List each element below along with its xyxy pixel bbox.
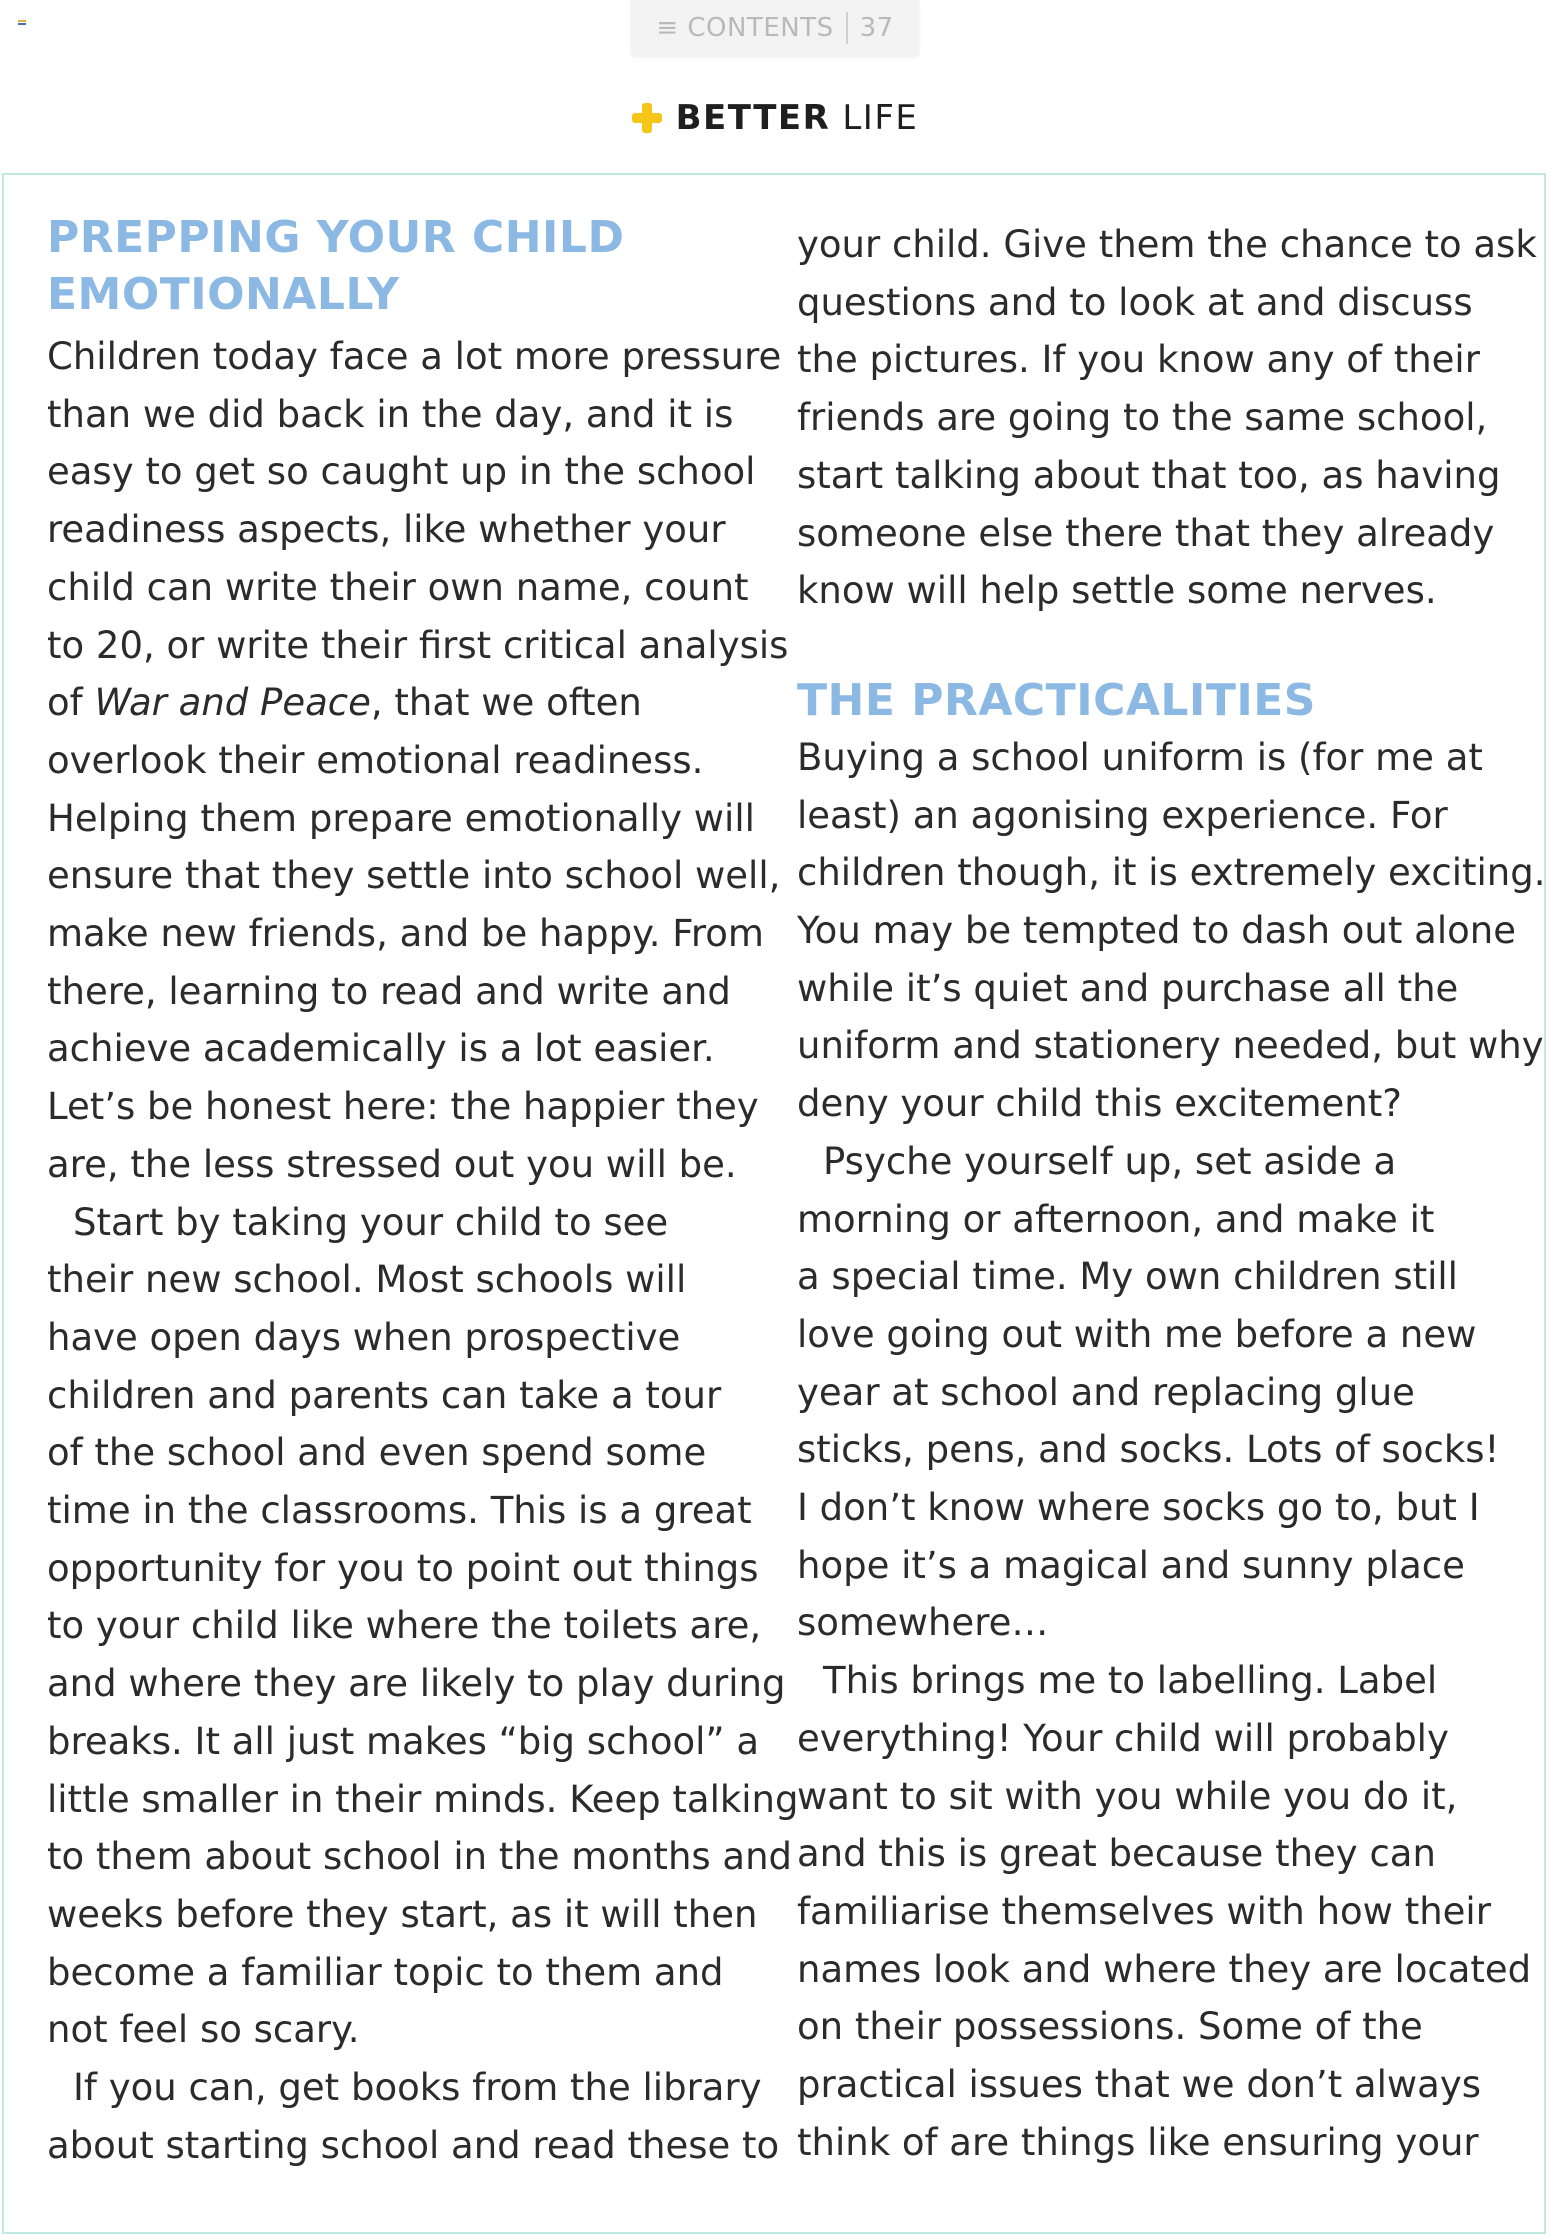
text-line: achieve academically is a lot easier. <box>47 1027 715 1071</box>
text-line: there, learning to read and write and <box>47 969 731 1013</box>
text-line: opportunity for you to point out things <box>47 1546 759 1590</box>
text-line: practical issues that we don’t always <box>797 2063 1481 2107</box>
text-line: a special time. My own children still <box>797 1255 1458 1299</box>
text-line: little smaller in their minds. Keep talking <box>47 1777 799 1821</box>
text-fragment: of <box>47 681 95 725</box>
text-line: Helping them prepare emotionally will <box>47 796 755 840</box>
text-line: readiness aspects, like whether your <box>47 508 726 552</box>
text-line: time in the classrooms. This is a great <box>47 1489 752 1533</box>
text-line: This brings me to labelling. Label <box>823 1659 1438 1703</box>
text-line: and where they are likely to play during <box>47 1662 786 1706</box>
text-line: think of are things like ensuring your <box>797 2120 1479 2164</box>
brand-name-bold: BETTER <box>675 98 831 138</box>
text-line: friends are going to the same school, <box>797 396 1488 440</box>
text-line: You may be tempted to dash out alone <box>797 909 1516 953</box>
text-line: familiarise themselves with how their <box>797 1889 1491 1933</box>
text-line: your child. Give them the chance to ask <box>797 223 1537 266</box>
corner-mark-icon <box>18 20 26 26</box>
text-line: easy to get so caught up in the school <box>47 450 756 494</box>
paragraph <box>797 729 1546 1133</box>
contents-label: ≡ CONTENTS <box>656 13 834 43</box>
text-line: on their possessions. Some of the <box>797 2005 1423 2049</box>
text-line: to them about school in the months and <box>47 1835 793 1879</box>
text-line: somewhere… <box>797 1601 1049 1645</box>
text-line: the pictures. If you know any of their <box>797 338 1480 382</box>
text-line: year at school and replacing glue <box>797 1370 1415 1414</box>
text-line: least) an agonising experience. For <box>797 793 1448 837</box>
text-line: love going out with me before a new <box>797 1312 1477 1356</box>
text-line: have open days when prospective <box>47 1315 681 1359</box>
right-column <box>797 216 1546 2172</box>
text-line: weeks before they start, as it will then <box>47 1892 758 1936</box>
text-line: Buying a school uniform is (for me at <box>797 735 1483 779</box>
page-number: 37 <box>859 13 894 43</box>
text-line: overlook their emotional readiness. <box>47 738 704 782</box>
contents-button[interactable] <box>631 0 919 56</box>
text-line: children though, it is extremely exciting. <box>797 851 1546 895</box>
brand-name-light: LIFE <box>842 98 919 138</box>
text-line: questions and to look at and discuss <box>797 280 1473 324</box>
text-line: make new friends, and be happy. From <box>47 912 764 956</box>
text-line: not feel so scary. <box>47 2008 360 2052</box>
left-column <box>47 209 799 2175</box>
divider <box>846 12 848 44</box>
text-line: to your child like where the toilets are, <box>47 1604 762 1648</box>
text-line: If you can, get books from the library <box>73 2066 762 2110</box>
section-heading-practicalities: THE PRACTICALITIES <box>797 674 1316 726</box>
masthead <box>0 96 1550 140</box>
paragraph <box>47 2059 780 2174</box>
heading-line: PREPPING YOUR CHILD <box>47 212 625 263</box>
text-line: about starting school and read these to <box>47 2123 780 2167</box>
text-line: child can write their own name, count <box>47 565 749 609</box>
text-line: Let’s be honest here: the happier they <box>47 1085 759 1129</box>
text-line: and this is great because they can <box>797 1832 1436 1876</box>
text-line: Start by taking your child to see <box>73 1200 669 1244</box>
text-line <box>47 674 762 732</box>
text-line: children and parents can take a tour <box>47 1373 722 1417</box>
text-line: someone else there that they already <box>797 511 1495 555</box>
section-heading-emotional <box>47 209 762 323</box>
text-line: sticks, pens, and socks. Lots of socks! <box>797 1428 1500 1472</box>
text-line: breaks. It all just makes “big school” a <box>47 1719 760 1763</box>
paragraph <box>797 1652 1532 2171</box>
heading-line: EMOTIONALLY <box>47 269 400 320</box>
text-line: are, the less stressed out you will be. <box>47 1142 737 1186</box>
text-line: morning or afternoon, and make it <box>797 1197 1435 1241</box>
text-fragment: , that we often <box>370 681 642 725</box>
text-line: while it’s quiet and purchase all the <box>797 966 1459 1010</box>
text-line: everything! Your child will probably <box>797 1716 1449 1760</box>
text-line: deny your child this excitement? <box>797 1082 1402 1126</box>
plus-cross-icon <box>632 103 662 133</box>
text-line: ensure that they settle into school well, <box>47 854 781 898</box>
text-line: uniform and stationery needed, but why <box>797 1024 1544 1068</box>
text-line: to 20, or write their first critical analysis <box>47 623 789 667</box>
text-line: hope it’s a magical and sunny place <box>797 1543 1465 1587</box>
paragraph <box>797 216 1537 620</box>
text-line: become a familiar topic to them and <box>47 1950 724 1994</box>
text-line: Children today face a lot more pressure <box>47 335 782 378</box>
text-line: Psyche yourself up, set aside a <box>823 1139 1397 1183</box>
text-line: start talking about that too, as having <box>797 453 1501 497</box>
text-line: of the school and even spend some <box>47 1431 707 1475</box>
text-line: I don’t know where socks go to, but I <box>797 1486 1480 1530</box>
text-line: names look and where they are located <box>797 1947 1532 1991</box>
text-line: want to sit with you while you do it, <box>797 1774 1458 1818</box>
book-title: War and Peace <box>94 681 371 725</box>
paragraph <box>47 328 789 1194</box>
text-line: know will help settle some nerves. <box>797 569 1437 613</box>
text-line: their new school. Most schools will <box>47 1258 687 1302</box>
paragraph <box>797 1133 1517 1652</box>
paragraph <box>47 1194 799 2060</box>
text-line: than we did back in the day, and it is <box>47 392 734 436</box>
